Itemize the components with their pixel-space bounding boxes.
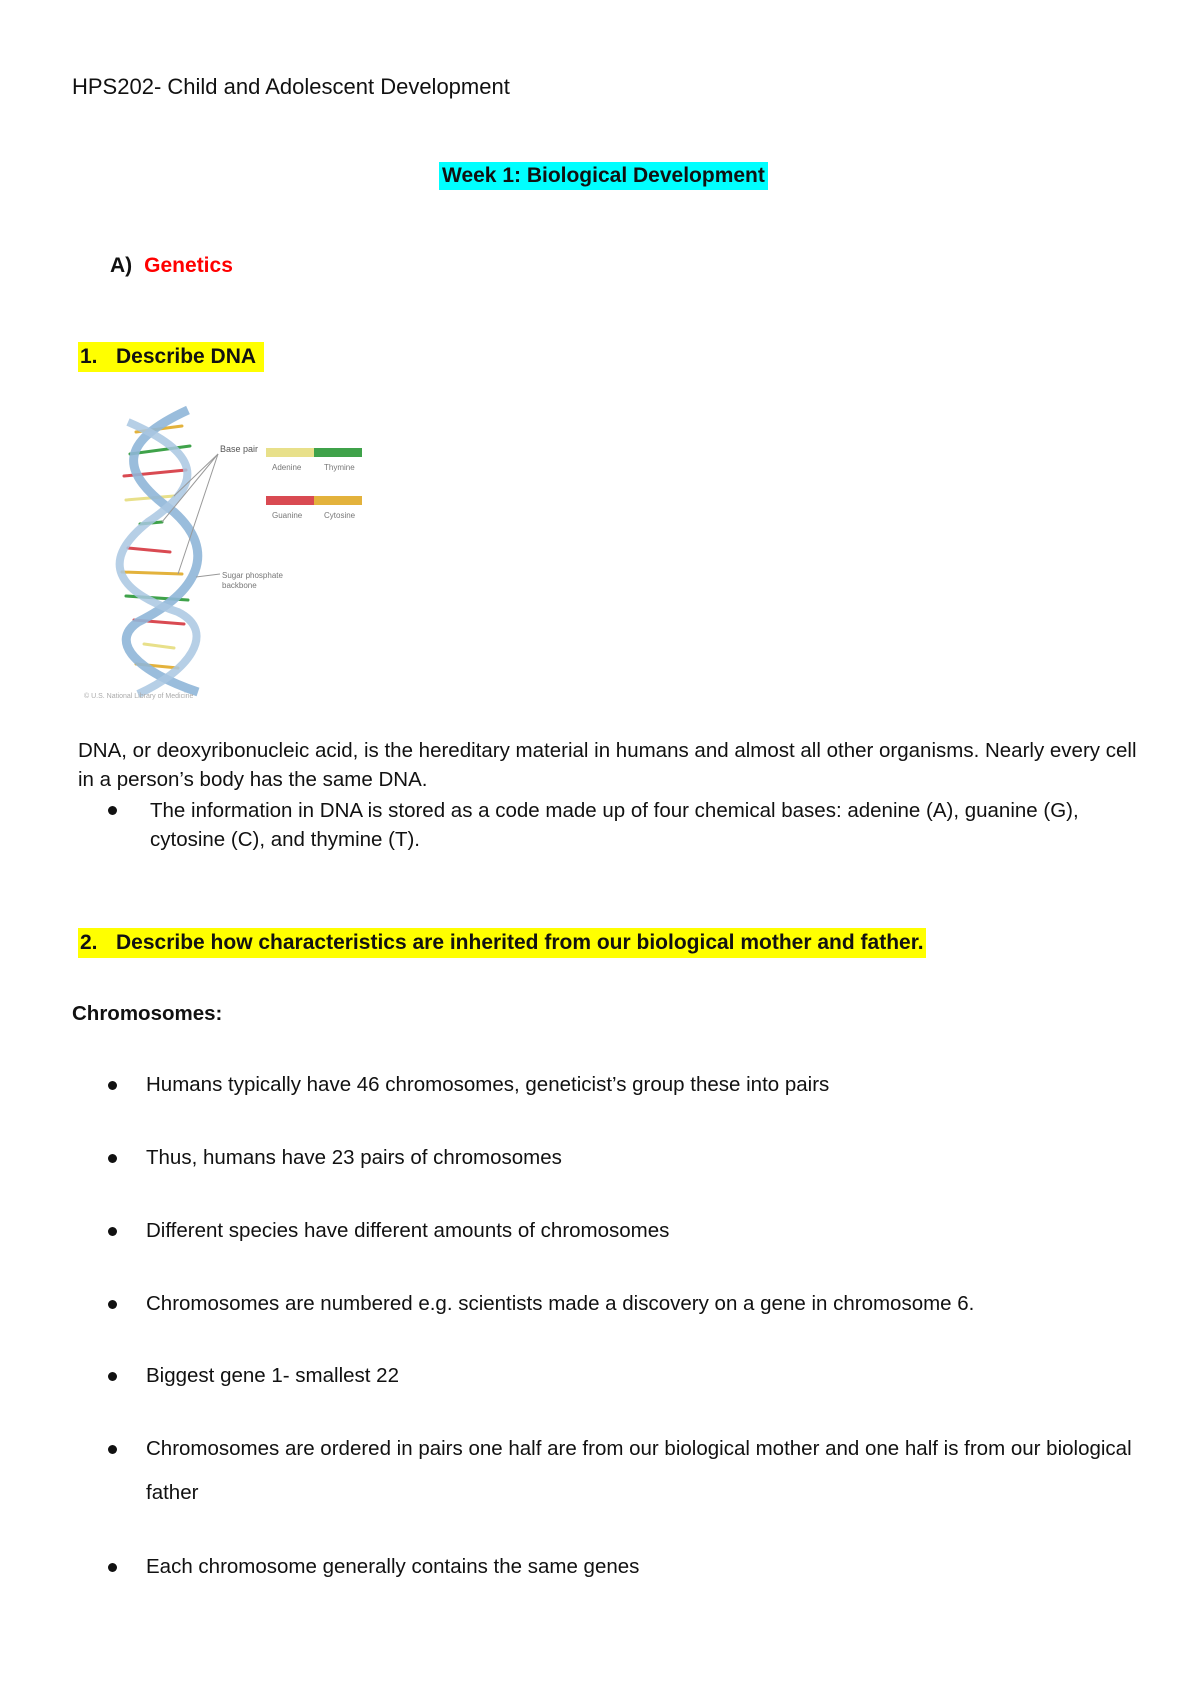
- chromosome-bullet-text: Each chromosome generally contains the same genes: [146, 1555, 640, 1578]
- chromosome-bullet-6: [110, 1427, 1140, 1515]
- question-1-text: Describe DNA: [116, 345, 257, 368]
- label-thymine: Thymine: [324, 463, 355, 472]
- label-backbone-line2: backbone: [222, 581, 257, 590]
- bullet-dot: [108, 806, 117, 815]
- dna-diagram-svg: [78, 402, 378, 702]
- dna-helix: [120, 410, 198, 694]
- chromosome-bullet-5: [110, 1354, 1140, 1398]
- adenine-bar: [266, 448, 314, 457]
- chromosome-bullet-3: [110, 1209, 1140, 1253]
- chromosome-bullet-text: Different species have different amounts of chromosomes: [146, 1219, 670, 1242]
- dna-paragraph: DNA, or deoxyribonucleic acid, is the hereditary material in humans and almost all other organisms. Nearly every cell in a person’s body has the same DNA.: [78, 739, 1137, 791]
- section-title: Genetics: [144, 254, 233, 277]
- label-cytosine: Cytosine: [324, 511, 356, 520]
- question-2-number: 2.: [80, 931, 98, 954]
- label-backbone-line1: Sugar phosphate: [222, 571, 283, 580]
- week-title: Week 1: Biological Development: [439, 162, 768, 190]
- chromosome-bullet-text: Biggest gene 1- smallest 22: [146, 1364, 399, 1387]
- dna-bullet-text: The information in DNA is stored as a code made up of four chemical bases: adenine (A), guanine (G), cytosine (C), and thymine (T).: [150, 799, 1079, 851]
- chromosome-bullet-4: [110, 1282, 1140, 1326]
- bullet-dot: [108, 1372, 117, 1381]
- bullet-dot: [108, 1081, 117, 1090]
- chromosome-bullet-7: [110, 1545, 1140, 1589]
- section-heading-genetics: [110, 254, 233, 278]
- bullet-dot: [108, 1445, 117, 1454]
- document-header: HPS202- Child and Adolescent Development: [72, 74, 510, 99]
- question-2-text: Describe how characteristics are inherited from our biological mother and father.: [116, 931, 924, 954]
- question-1-number: 1.: [80, 345, 98, 368]
- figure-credit: © U.S. National Library of Medicine: [84, 693, 194, 700]
- bullet-dot: [108, 1227, 117, 1236]
- bullet-dot: [108, 1154, 117, 1163]
- chromosome-bullet-text: Chromosomes are ordered in pairs one half are from our biological mother and one half is from our biological father: [146, 1437, 1132, 1504]
- chromosome-bullet-1: [110, 1063, 1140, 1107]
- label-base-pair: Base pair: [220, 444, 259, 454]
- bullet-dot: [108, 1563, 117, 1572]
- cytosine-bar: [314, 496, 362, 505]
- dna-bullet: [110, 796, 1120, 854]
- label-guanine: Guanine: [272, 511, 303, 520]
- guanine-bar: [266, 496, 314, 505]
- chromosome-bullet-text: Humans typically have 46 chromosomes, geneticist’s group these into pairs: [146, 1073, 830, 1096]
- label-adenine: Adenine: [272, 463, 302, 472]
- section-letter: A): [110, 254, 133, 277]
- bullet-dot: [108, 1300, 117, 1309]
- thymine-bar: [314, 448, 362, 457]
- dna-diagram-image: [78, 402, 378, 702]
- chromosomes-label: Chromosomes:: [72, 1002, 223, 1025]
- chromosome-bullet-2: [110, 1136, 1140, 1180]
- question-2-heading: [78, 928, 926, 958]
- chromosome-bullet-text: Chromosomes are numbered e.g. scientists made a discovery on a gene in chromosome 6.: [146, 1292, 975, 1315]
- chromosome-bullet-text: Thus, humans have 23 pairs of chromosomes: [146, 1146, 562, 1169]
- question-1-heading: [78, 342, 264, 372]
